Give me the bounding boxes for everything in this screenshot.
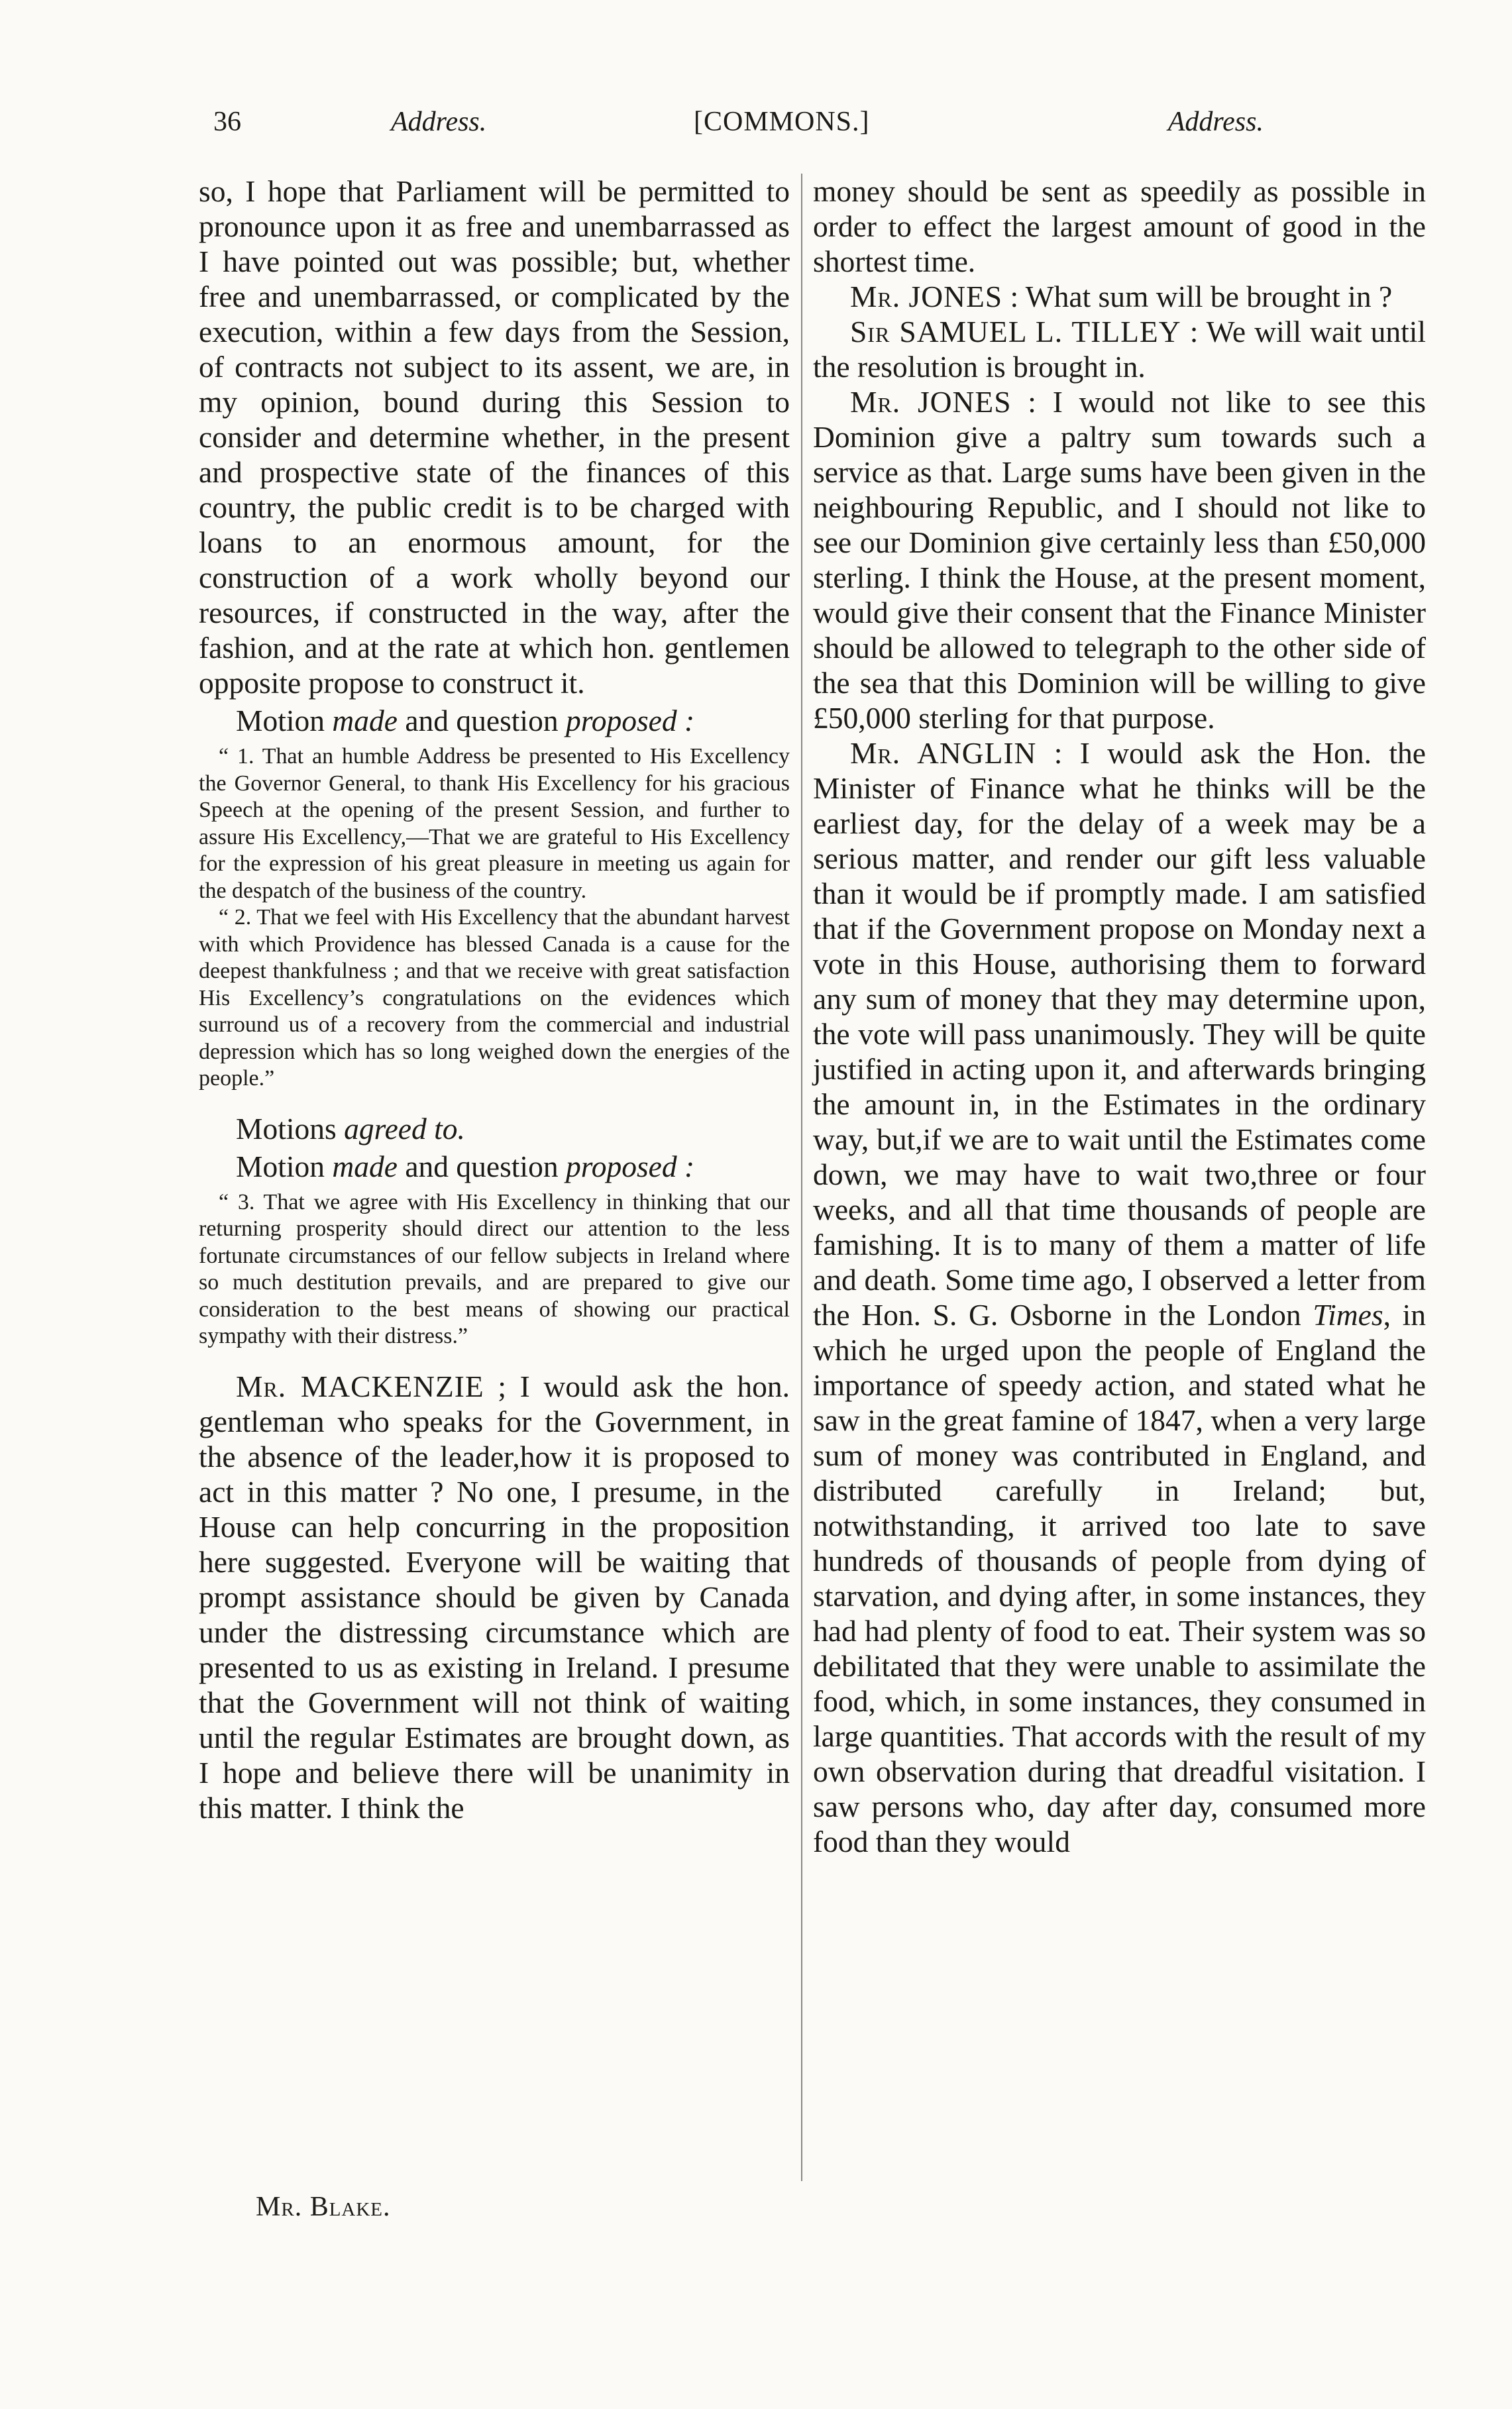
speech-text: ; I would ask the hon. gentleman who speaks for the Government, in the absence of the leader,how it is proposed to act in this matter ? No one, I presume, in the House can help concurring in the proposition here suggested. Everyone will be waiting that prompt assistance should be given by Canada under the distressing circumstance which are presented to us as existing in Ireland. I presume that the Government will not think of waiting until the regular Estimates are brought down, as I hope and believe there will be unanimity in this matter. I think the [199, 1369, 790, 1825]
newspaper-title: Times [1313, 1298, 1383, 1332]
speech-text: : What sum will be brought in ? [1010, 280, 1393, 313]
page-number: 36 [213, 107, 241, 137]
left-column [199, 174, 790, 1825]
speech-tilley [813, 314, 1426, 384]
speech-anglin [813, 735, 1426, 1859]
speech-text-continued: , in which he urged upon the people of England the importance of speedy action, and stated what he saw in the great famine of 1847, when a very large sum of money was contributed in England, and distributed carefully in Ireland; but, notwithstanding, it arrived too late to save hundreds of thousands of people from dying of starvation, and dying after, in some instances, they had had plenty of food to eat. Their system was so debilitated that they were unable to assimilate the food, which, in some instances, they consumed in large quantities. That accords with the result of my own observation during that dreadful visitation. I saw persons who, day after day, consumed more food than they would [813, 1298, 1427, 1858]
speaker-name: Mr. ANGLIN [850, 736, 1037, 770]
motion-made: made [332, 704, 398, 737]
running-header [213, 101, 1264, 143]
speech-text: : I would not like to see this Dominion give a paltry sum towards such a service as that. Large sums have been given in the neighbouring Republic, and I should not like to see our Dominion give certainly less than £50,000 sterling. I think the House, at the present moment, would give their consent that the Finance Minister should be allowed to telegraph to the other side of the sea that this Dominion will be willing to give £50,000 sterling for that purpose. [813, 385, 1427, 735]
motions-agreed-line [236, 1111, 790, 1146]
address-quote-block-2 [199, 1189, 790, 1350]
speech-text: : I would ask the Hon. the Minister of Finance what he thinks will be the earliest day, for the delay of a week may be a serious matter, and render our gift less valuable than it would be if promptly made. I am satisfied that if the Government propose on Monday next a vote in this House, authorising them to forward any sum of money that they may determine upon, the vote will pass unanimously. They will be quite justified in acting upon it, and afterwards bringing the amount in, in the Estimates in the ordinary way, but,if we are to wait until the Estimates come down, we may have to wait two,three or four weeks, and all that time thousands of people are famishing. It is to many of them a matter of life and death. Some time ago, I observed a letter from the Hon. S. G. Osborne in the London [813, 736, 1426, 1332]
motion-word: Motion [236, 1149, 325, 1183]
address-quote-block [199, 743, 790, 1093]
header-left-title: Address. [391, 107, 487, 137]
right-column [813, 174, 1426, 1859]
speaker-name: Mr. MACKENZIE [236, 1369, 484, 1403]
motion-made: made [332, 1149, 398, 1183]
motion-proposed: proposed : [565, 704, 695, 737]
speech-text: : We will wait until the resolution is brought in. [813, 315, 1427, 384]
paragraph-continued: so, I hope that Parliament will be permitted to pronounce upon it as free and unembarrassed as I have pointed out was possible; but, whether free and unembarrassed, or complicated by the execution, within a few days from the Session, of contracts not subject to its assent, we are, in my opinion, bound during this Session to consider and determine whether, in the present and prospective state of the finances of this country, the public credit is to be charged with loans to an enormous amount, for the construction of a work wholly beyond our resources, if constructed in the way, after the fashion, and at the rate at which hon. gentlemen opposite propose to construct it. [199, 174, 790, 700]
header-center-title: [COMMONS.] [694, 107, 870, 137]
motion-word: Motion [236, 704, 325, 737]
catchword: Mr. Blake. [256, 2192, 391, 2222]
motion-line-2 [199, 1149, 790, 1184]
speech-mackenzie [199, 1369, 790, 1825]
speech-jones-2 [813, 384, 1426, 735]
motion-and-question: and question [405, 704, 559, 737]
speaker-name: Mr. JONES [850, 280, 1003, 313]
header-right-title: Address. [1167, 107, 1264, 137]
agreed-to: agreed to. [344, 1111, 465, 1146]
quote-clause-1: “ 1. That an humble Address be presented to His Excellency the Governor General, to thank His Excellency for his gracious Speech at the opening of the present Session, and further to assure His Excellency,—That we are grateful to His Excellency for the expression of his great pleasure in meeting us again for the despatch of the business of the country. [199, 744, 790, 903]
quote-clause-3: “ 3. That we agree with His Excellency in thinking that our returning prosperity should direct our attention to the less fortunate circumstances of our fellow subjects in Ireland where so much destitution prevails, and are prepared to give our consideration to the best means of showing our practical sympathy with their distress.” [199, 1189, 790, 1348]
motions-word: Motions [236, 1111, 337, 1146]
motion-line-1 [199, 703, 790, 738]
column-divider [801, 174, 802, 2181]
speaker-name: Sir SAMUEL L. TILLEY [850, 315, 1181, 348]
quote-clause-2: “ 2. That we feel with His Excellency that the abundant harvest with which Providence has blessed Canada is a cause for the deepest thankfulness ; and that we receive with great satisfaction His Excellency’s congratulations on the evidences which surround us of a recovery from the commercial and industrial depression which has so long weighed down the energies of the people.” [199, 905, 790, 1091]
paragraph-continued: money should be sent as speedily as possible in order to effect the largest amount of good in the shortest time. [813, 174, 1426, 278]
speech-jones-1 [813, 279, 1426, 314]
motion-proposed: proposed : [565, 1149, 695, 1183]
speaker-name: Mr. JONES [850, 385, 1012, 419]
motion-and-question: and question [405, 1149, 559, 1183]
